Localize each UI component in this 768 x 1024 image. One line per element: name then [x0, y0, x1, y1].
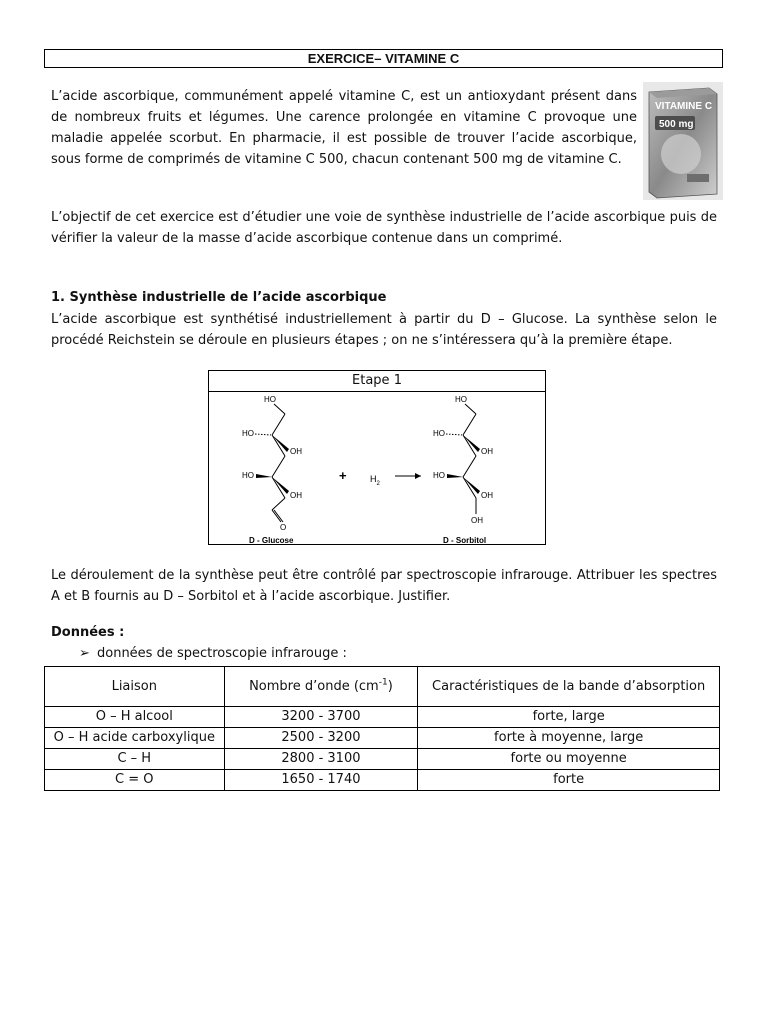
ir-data-text: données de spectroscopie infrarouge :	[97, 646, 347, 661]
glucose-label: D - Glucose	[249, 536, 294, 545]
donnees-heading: Données :	[51, 625, 125, 640]
glucose-oh-5: OH	[290, 491, 302, 500]
cell-liaison: C – H	[45, 749, 225, 770]
cell-nombre: 2500 - 3200	[224, 728, 418, 749]
table-row	[45, 728, 720, 749]
header-liaison: Liaison	[45, 667, 225, 707]
sorbitol-ho-2: HO	[433, 429, 445, 438]
cell-carac: forte ou moyenne	[418, 749, 720, 770]
cell-carac: forte	[418, 770, 720, 791]
glucose-ho-2: HO	[242, 429, 254, 438]
ir-data-bullet	[79, 646, 347, 661]
cell-liaison: O – H acide carboxylique	[45, 728, 225, 749]
table-row	[45, 770, 720, 791]
cell-nombre: 3200 - 3700	[224, 707, 418, 728]
sorbitol-oh-bottom: OH	[471, 516, 483, 525]
glucose-structure	[242, 395, 302, 545]
plus-sign: +	[339, 468, 347, 483]
sorbitol-ho-4: HO	[433, 471, 445, 480]
glucose-o: O	[280, 523, 287, 532]
objective-paragraph: L’objectif de cet exercice est d’étudier une voie de synthèse industrielle de l’acide ascorbique puis de vérifier la valeur de la masse d’acide ascorbique contenue dans un comprimé.	[51, 210, 717, 246]
question-paragraph: Le déroulement de la synthèse peut être contrôlé par spectroscopie infrarouge. Attribuer les spectres A et B fournis au D – Sorbitol et à l’acide ascorbique. Justifier.	[51, 568, 717, 604]
intro-paragraph: L’acide ascorbique, communément appelé vitamine C, est un antioxydant présent dans de nombreux fruits et légumes. Une carence prolongée en vitamine C provoque une maladie appelée scorbut. En pharmacie, il est possible de trouver l’acide ascorbique, sous forme de comprimés de vitamine C 500, chacun contenant 500 mg de vitamine C.	[51, 89, 637, 167]
reaction-diagram	[209, 392, 545, 545]
section-paragraph: L’acide ascorbique est synthétisé industriellement à partir du D – Glucose. La synthèse selon le procédé Reichstein se déroule en plusieurs étapes ; on ne s’intéressera qu’à la première étape.	[51, 312, 717, 348]
exercise-title: EXERCICE– VITAMINE C	[44, 49, 723, 68]
cell-carac: forte, large	[418, 707, 720, 728]
table-row	[45, 707, 720, 728]
cell-nombre: 1650 - 1740	[224, 770, 418, 791]
sorbitol-oh-5: OH	[481, 491, 493, 500]
reaction-scheme	[208, 370, 546, 545]
header-caracteristiques: Caractéristiques de la bande d’absorption	[418, 667, 720, 707]
glucose-oh-3: OH	[290, 447, 302, 456]
sorbitol-structure	[433, 395, 493, 545]
scheme-title: Etape 1	[209, 371, 545, 392]
cell-liaison: O – H alcool	[45, 707, 225, 728]
arrowhead-right-icon: ➢	[79, 646, 90, 661]
cell-liaison: C = O	[45, 770, 225, 791]
box-brand-text: VITAMINE C	[655, 101, 713, 112]
glucose-ho-4: HO	[242, 471, 254, 480]
cell-nombre: 2800 - 3100	[224, 749, 418, 770]
sorbitol-label: D - Sorbitol	[443, 536, 487, 545]
h2-reagent: $H_2$	[370, 474, 380, 487]
table-row	[45, 749, 720, 770]
glucose-ho-top: HO	[264, 395, 276, 404]
vitamin-c-box-image	[643, 82, 723, 200]
sorbitol-oh-3: OH	[481, 447, 493, 456]
table-header-row	[45, 667, 720, 707]
sorbitol-ho-top: HO	[455, 395, 467, 404]
cell-carac: forte à moyenne, large	[418, 728, 720, 749]
box-dose-text: 500 mg	[659, 119, 694, 130]
section-heading: 1. Synthèse industrielle de l’acide ascorbique	[51, 290, 387, 305]
ir-data-table	[44, 666, 720, 791]
header-nombre-onde: Nombre d’onde $(cm^{-1})$	[224, 667, 418, 707]
